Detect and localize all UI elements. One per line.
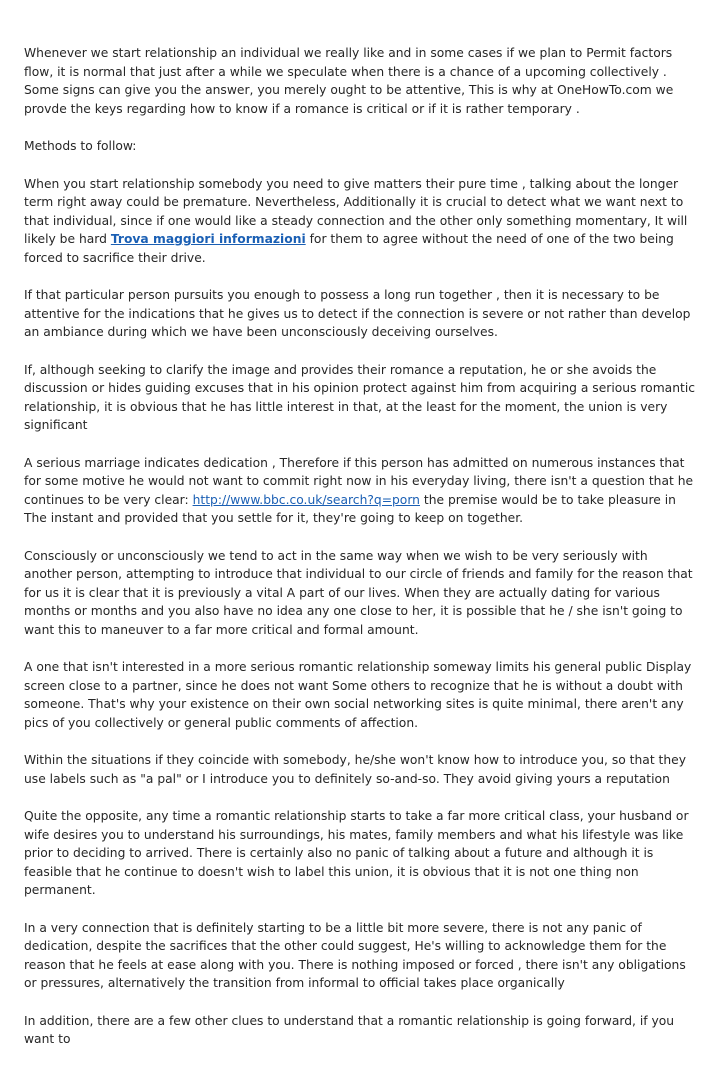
paragraph-intro: Whenever we start relationship an individual we really like and in some cases if we plan to Permit factors flow, it is normal that just after a while we speculate when there is a chance of a upcoming collectively . Some signs can give you the answer, you merely ought to be attentive, This is why at OneHowTo.com we provde the keys regarding how to know if a romance is critical or if it is rather temporary . xyxy=(24,46,674,116)
paragraph-circle-of-friends: Consciously or unconsciously we tend to act in the same way when we wish to be very seriously with another person, attempting to introduce that individual to our circle of friends and family for the reason that for us it is clear that it is previously a vital A part of our lives. When they are actually dating for various months or months and you also have no idea any one close to her, it is possible that he / she isn't going to want this to maneuver to a far more critical and formal amount. xyxy=(24,548,693,637)
article-body xyxy=(24,44,698,1068)
paragraph-text: A serious marriage indicates dedication , Therefore if this person has admitted on numerous instances that for some motive he would not want to commit right now in his everyday living, there isn't a question that he continues to be very clear: xyxy=(24,455,694,507)
paragraph-text: When you start relationship somebody you need to give matters their pure time , talking about the longer term right away could be premature. Nevertheless, Additionally it is crucial to detect what we want next to that individual, since if one would like a steady connection and the other only something momentary, It will likely be hard xyxy=(24,176,688,246)
bbc-search-link[interactable]: http://www.bbc.co.uk/search?q=porn xyxy=(192,492,420,507)
paragraph-text: the premise would be to take pleasure in The instant and provided that you settle for it, they're going to keep on together. xyxy=(24,492,676,525)
paragraph-text: for them to agree without the need of one of the two being forced to sacrifice their drive. xyxy=(24,232,674,265)
paragraph-surroundings: Quite the opposite, any time a romantic relationship starts to take a far more critical class, your husband or wife desires you to understand his surroundings, his mates, family members and what his lifestyle was like prior to deciding to arrived. There is certainly also no panic of talking about a future and although it is feasible that he continue to doesn't wish to label this union, it is obvious that it is not one thing non permanent. xyxy=(24,809,689,897)
paragraph-other-clues: In addition, there are a few other clues to understand that a romantic relationship is going forward, if you want to xyxy=(24,1013,675,1046)
trova-informazioni-link[interactable]: Trova maggiori informazioni xyxy=(110,232,306,246)
paragraph-dedication xyxy=(24,454,698,528)
paragraph-labels: Within the situations if they coincide with somebody, he/she won't know how to introduce you, so that they use labels such as "a pal" or I introduce you to definitely so-and-so. They avoid giving yours a reputation xyxy=(24,753,687,786)
paragraph-clarify: If, although seeking to clarify the image and provides their romance a reputation, he or she avoids the discussion or hides guiding excuses that in his opinion protect against him from acquiring a serious romantic relationship, it is obvious that he has little interest in that, at the least for the moment, the union is very significant xyxy=(24,362,695,432)
paragraph-methods-heading: Methods to follow: xyxy=(24,139,137,153)
paragraph-natural-time xyxy=(24,175,698,268)
paragraph-public-display: A one that isn't interested in a more serious romantic relationship someway limits his general public Display screen close to a partner, since he does not want Some others to recognize that he is without a doubt with someone. That's why your existence on their own social networking sites is quite minimal, there aren't any pics of you collectively or general public comments of affection. xyxy=(24,660,692,730)
paragraph-long-run: If that particular person pursuits you enough to possess a long run together , then it is necessary to be attentive for the indications that he gives us to detect if the connection is severe or not rather than develop an ambiance during which we have been unconsciously deceiving ourselves. xyxy=(24,288,691,339)
paragraph-no-panic: In a very connection that is definitely starting to be a little bit more severe, there is not any panic of dedication, despite the sacrifices that the other could suggest, He's willing to acknowledge them for the reason that he feels at ease along with you. There is nothing imposed or forced , there isn't any obligations or pressures, alternatively the transition from informal to official takes place organically xyxy=(24,920,686,990)
